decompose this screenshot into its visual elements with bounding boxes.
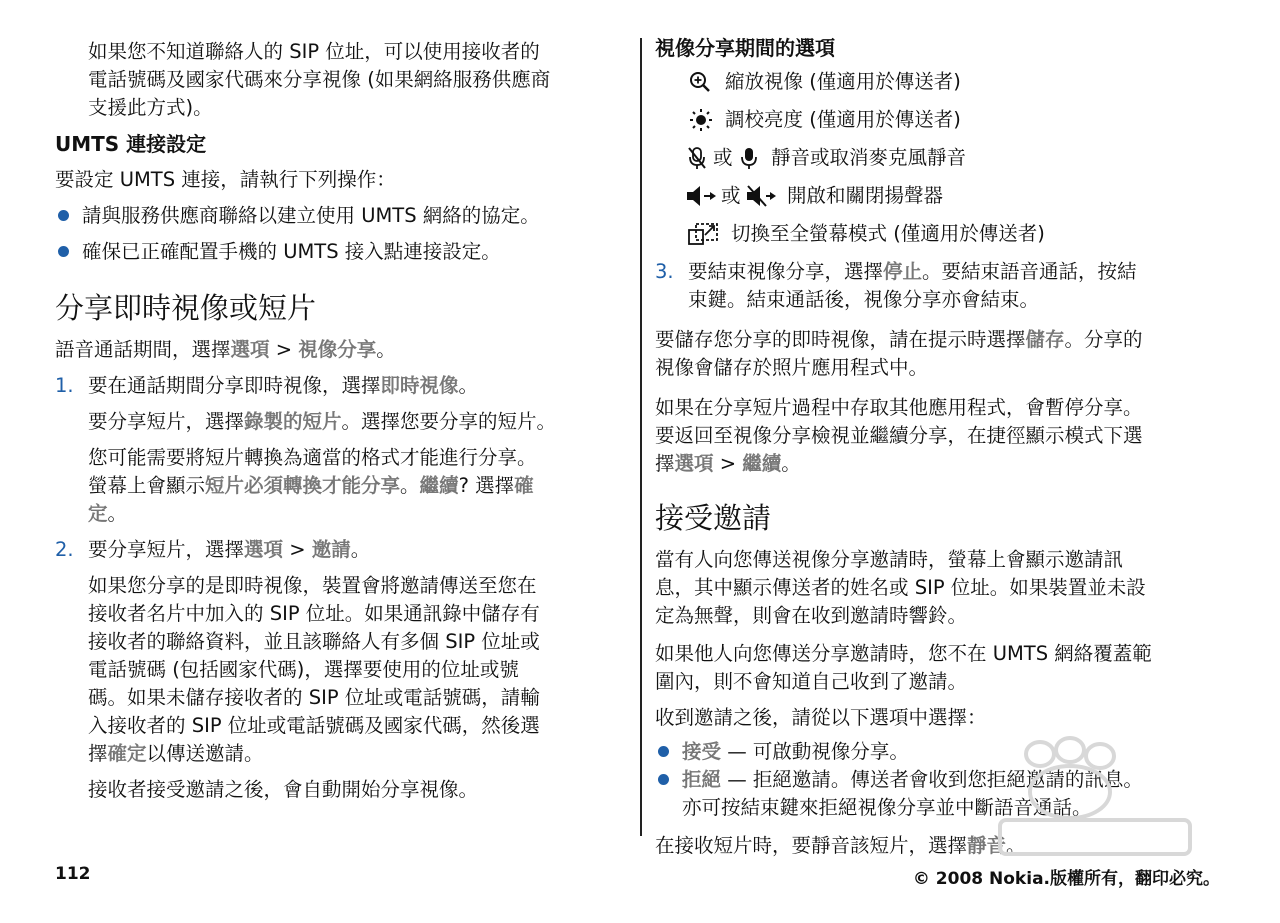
option-brightness: 調校亮度 (僅適用於傳送者) xyxy=(725,108,961,131)
punctuation: 。 xyxy=(781,452,801,475)
step-2b-line-6: 入接收者的 SIP 位址或電話號碼及國家代碼，然後選 xyxy=(88,714,540,737)
step-1-line xyxy=(88,372,478,400)
step-2-text: 要分享短片，選擇 xyxy=(88,538,245,561)
step-2-line xyxy=(88,536,370,564)
or-text: 或 xyxy=(721,184,741,207)
bullet-dot xyxy=(658,746,669,757)
step-1b-line xyxy=(88,408,556,436)
reject-link[interactable]: 拒絕 xyxy=(682,768,722,791)
punctuation: 。 xyxy=(400,474,420,497)
save-line-1 xyxy=(655,326,1143,354)
continue-prompt-text: 繼續 xyxy=(419,474,459,497)
pause-line-1: 如果在分享短片過程中存取其他應用程式，會暫停分享。 xyxy=(655,396,1143,419)
options-heading: 視像分享期間的選項 xyxy=(655,36,835,60)
mic-muted-icon xyxy=(685,146,709,170)
recorded-clip-link[interactable]: 錄製的短片 xyxy=(244,410,342,433)
share-intro-text: 語音通話期間，選擇 xyxy=(55,338,231,361)
save-line-2: 視像會儲存於照片應用程式中。 xyxy=(655,356,929,379)
step-1c-text: 螢幕上會顯示 xyxy=(88,474,206,497)
step-2c-line: 接收者接受邀請之後，會自動開始分享視像。 xyxy=(88,778,479,801)
convert-message-text: 短片必須轉換才能分享 xyxy=(205,474,401,497)
option-speaker: 開啟和關閉揚聲器 xyxy=(787,184,944,207)
reject-option-line xyxy=(682,766,1143,794)
stop-link[interactable]: 停止 xyxy=(883,260,923,283)
punctuation: 。 xyxy=(1006,834,1026,857)
step-3-line-2: 束鍵。結束通話後，視像分享亦會結束。 xyxy=(688,288,1040,311)
step-3-line-1 xyxy=(688,258,1137,286)
accept-desc: — 可啟動視像分享。 xyxy=(721,740,909,763)
punctuation: 。 xyxy=(458,374,479,397)
mute-link[interactable]: 靜音 xyxy=(967,834,1007,857)
step-3-text: 要結束視像分享，選擇 xyxy=(688,260,884,283)
accept-link[interactable]: 接受 xyxy=(682,740,722,763)
step-1b-text-end: 。選擇您要分享的短片。 xyxy=(341,410,557,433)
accept-line-1: 當有人向您傳送視像分享邀請時，螢幕上會顯示邀請訊 xyxy=(655,548,1124,571)
step-1-text: 要在通話期間分享即時視像，選擇 xyxy=(88,374,381,397)
or-text: 或 xyxy=(713,146,733,169)
mute-clip-line xyxy=(655,832,1026,860)
intro-line-2: 電話號碼及國家代碼來分享視像 (如果網絡服務供應商 xyxy=(88,68,551,91)
share-heading: 分享即時視像或短片 xyxy=(55,291,317,325)
step-1c-line-2 xyxy=(88,472,534,500)
page-number: 112 xyxy=(55,864,91,884)
umts-coverage-line-1: 如果他人向您傳送分享邀請時，您不在 UMTS 網絡覆蓋範 xyxy=(655,642,1152,665)
pause-line-3 xyxy=(655,450,801,478)
option-zoom: 縮放視像 (僅適用於傳送者) xyxy=(725,70,961,93)
options-menu-link[interactable]: 選項 xyxy=(230,338,270,361)
umts-heading: UMTS 連接設定 xyxy=(55,132,207,156)
pause-line-2: 要返回至視像分享檢視並繼續分享，在捷徑顯示模式下選 xyxy=(655,424,1143,447)
live-video-link[interactable]: 即時視像 xyxy=(380,374,459,397)
intro-line-1: 如果您不知道聯絡人的 SIP 位址，可以使用接收者的 xyxy=(88,40,540,63)
step-2-number: 2. xyxy=(55,538,74,561)
share-intro xyxy=(55,336,396,364)
menu-separator: > xyxy=(713,452,743,475)
zoom-icon xyxy=(687,70,715,94)
step-2b-text-end: 以傳送邀請。 xyxy=(146,742,264,765)
continue-link[interactable]: 繼續 xyxy=(742,452,782,475)
step-2b-line-1: 如果您分享的是即時視像，裝置會將邀請傳送至您在 xyxy=(88,574,537,597)
ok-link[interactable]: 確定 xyxy=(107,742,147,765)
menu-separator: > xyxy=(269,338,299,361)
column-divider xyxy=(640,38,642,836)
accept-option-line xyxy=(682,738,909,766)
step-2b-line-3: 接收者的聯絡資料，並且該聯絡人有多個 SIP 位址或 xyxy=(88,630,540,653)
step-1c-line-3 xyxy=(88,500,127,528)
option-mute: 靜音或取消麥克風靜音 xyxy=(771,146,967,169)
step-2b-text: 擇 xyxy=(88,742,108,765)
punctuation: 。 xyxy=(376,338,396,361)
brightness-icon xyxy=(687,108,715,132)
save-link[interactable]: 儲存 xyxy=(1025,328,1065,351)
umts-coverage-line-2: 圍內，則不會知道自己收到了邀請。 xyxy=(655,670,968,693)
video-sharing-menu-link[interactable]: 視像分享 xyxy=(298,338,377,361)
ok-link-part-2[interactable]: 定 xyxy=(88,502,108,525)
step-2b-line-4: 電話號碼 (包括國家代碼)，選擇要使用的位址或號 xyxy=(88,658,519,681)
ok-link-part-1[interactable]: 確 xyxy=(514,474,534,497)
umts-bullet-2: 確保已正確配置手機的 UMTS 接入點連接設定。 xyxy=(82,240,501,263)
save-text: 要儲存您分享的即時視像，請在提示時選擇 xyxy=(655,328,1026,351)
step-1b-text: 要分享短片，選擇 xyxy=(88,410,245,433)
step-3-number: 3. xyxy=(655,260,674,283)
options-menu-link[interactable]: 選項 xyxy=(244,538,284,561)
accept-line-2: 息，其中顯示傳送者的姓名或 SIP 位址。如果裝置並未設 xyxy=(655,576,1146,599)
step-2b-line-5: 碼。如果未儲存接收者的 SIP 位址或電話號碼，請輸 xyxy=(88,686,540,709)
bullet-dot xyxy=(658,774,669,785)
reject-line-2: 亦可按結束鍵來拒絕視像分享並中斷語音通話。 xyxy=(682,796,1092,819)
copyright-text: © 2008 Nokia.版權所有，翻印必究。 xyxy=(912,869,1220,889)
step-3-text-end: 。要結束語音通話，按結 xyxy=(922,260,1137,283)
step-1-number: 1. xyxy=(55,374,74,397)
bullet-dot xyxy=(58,210,69,221)
umts-intro: 要設定 UMTS 連接，請執行下列操作： xyxy=(55,168,396,191)
fullscreen-icon xyxy=(687,222,719,246)
options-menu-link[interactable]: 選項 xyxy=(674,452,714,475)
step-1c-text-mid: ? 選擇 xyxy=(458,474,515,497)
choose-line: 收到邀請之後，請從以下選項中選擇： xyxy=(655,706,987,729)
step-1c-line-1: 您可能需要將短片轉換為適當的格式才能進行分享。 xyxy=(88,446,537,469)
save-text-end: 。分享的 xyxy=(1064,328,1143,351)
mic-icon xyxy=(737,146,761,170)
mute-clip-text: 在接收短片時，要靜音該短片，選擇 xyxy=(655,834,968,857)
pause-text: 擇 xyxy=(655,452,675,475)
punctuation: 。 xyxy=(350,538,371,561)
reject-desc: — 拒絕邀請。傳送者會收到您拒絕邀請的訊息。 xyxy=(721,768,1143,791)
menu-separator: > xyxy=(283,538,312,561)
umts-bullet-1: 請與服務供應商聯絡以建立使用 UMTS 網絡的協定。 xyxy=(82,204,540,227)
step-2b-line-2: 接收者名片中加入的 SIP 位址。如果通訊錄中儲存有 xyxy=(88,602,540,625)
option-fullscreen: 切換至全螢幕模式 (僅適用於傳送者) xyxy=(731,222,1045,245)
intro-line-3: 支援此方式)。 xyxy=(88,96,213,119)
speaker-off-icon xyxy=(745,184,779,208)
speaker-on-icon xyxy=(685,184,719,208)
invite-menu-link[interactable]: 邀請 xyxy=(311,538,351,561)
bullet-dot xyxy=(58,246,69,257)
punctuation: 。 xyxy=(107,502,128,525)
step-2b-line-7 xyxy=(88,740,264,768)
accept-heading: 接受邀請 xyxy=(655,501,772,535)
accept-line-3: 定為無聲，則會在收到邀請時響鈴。 xyxy=(655,604,968,627)
